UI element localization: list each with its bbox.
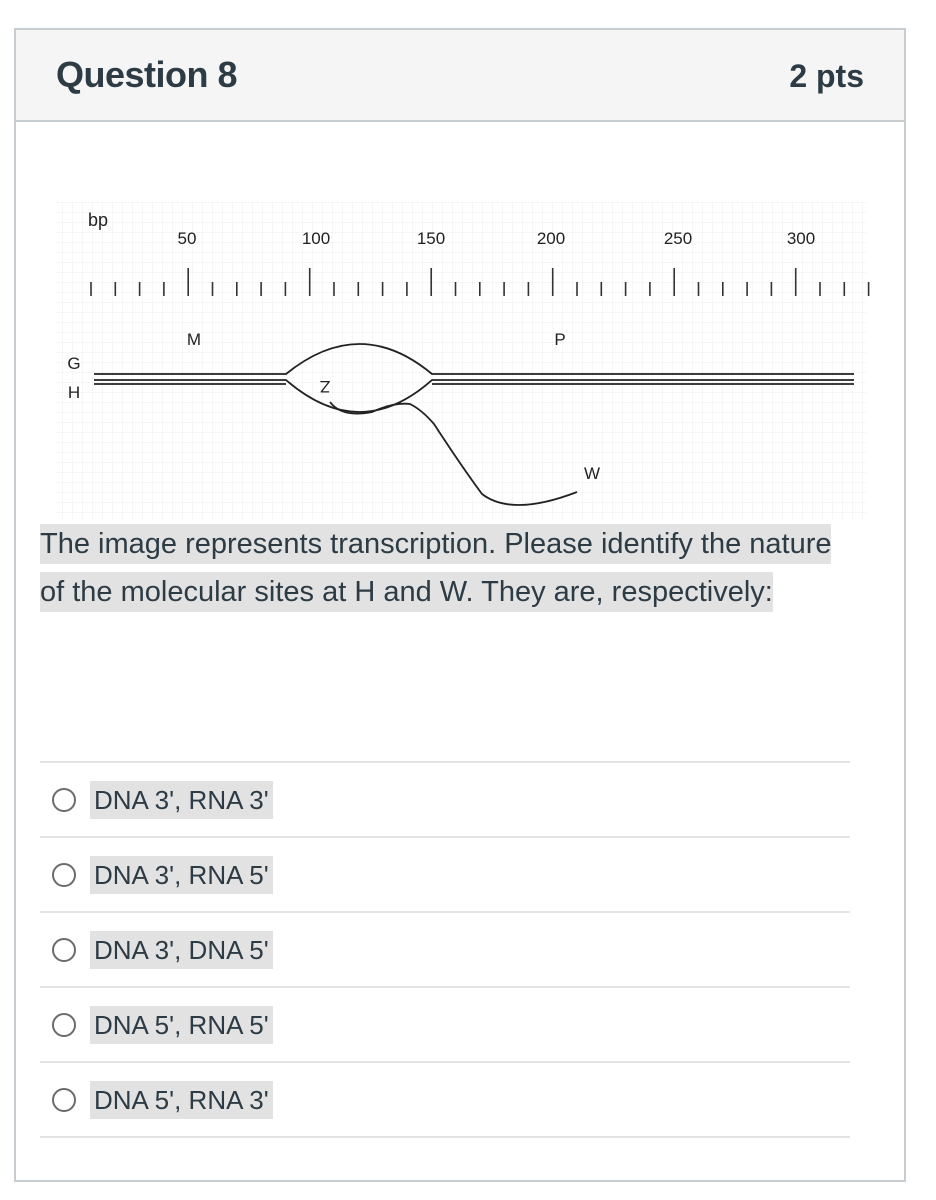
- question-prompt: [40, 520, 840, 616]
- question-prompt-text: The image represents transcription. Please identify the nature of the molecular sites at H and W. They are, respectively:: [40, 524, 831, 612]
- answer-label[interactable]: DNA 3', DNA 5': [90, 931, 273, 969]
- question-title: Question 8: [56, 54, 238, 95]
- tick-label-200: 200: [536, 229, 566, 248]
- tick-label-150: 150: [416, 229, 446, 248]
- answer-label[interactable]: DNA 3', RNA 3': [90, 781, 273, 819]
- site-label-m: M: [186, 330, 202, 349]
- site-label-z: Z: [319, 377, 331, 396]
- radio-button[interactable]: [52, 1013, 76, 1037]
- diagram-grid: [56, 202, 866, 520]
- answer-list: [40, 761, 850, 1138]
- answer-label[interactable]: DNA 5', RNA 3': [90, 1081, 273, 1119]
- answer-label[interactable]: DNA 3', RNA 5': [90, 856, 273, 894]
- answer-option[interactable]: [40, 836, 850, 911]
- radio-button[interactable]: [52, 938, 76, 962]
- radio-button[interactable]: [52, 863, 76, 887]
- radio-button[interactable]: [52, 1088, 76, 1112]
- site-label-g: G: [67, 354, 81, 373]
- answer-option[interactable]: [40, 911, 850, 986]
- question-header: [16, 30, 904, 122]
- site-label-p: P: [554, 330, 566, 349]
- answer-option[interactable]: [40, 986, 850, 1061]
- question-points: 2 pts: [789, 58, 864, 94]
- answer-option[interactable]: [40, 761, 850, 836]
- tick-label-300: 300: [786, 229, 816, 248]
- transcription-diagram: [42, 172, 872, 524]
- tick-label-250: 250: [663, 229, 693, 248]
- radio-button[interactable]: [52, 788, 76, 812]
- site-label-h: H: [67, 383, 81, 402]
- unit-label: bp: [88, 210, 109, 230]
- answer-option[interactable]: [40, 1061, 850, 1138]
- tick-label-100: 100: [301, 229, 331, 248]
- tick-label-50: 50: [177, 229, 197, 248]
- answer-label[interactable]: DNA 5', RNA 5': [90, 1006, 273, 1044]
- site-label-w: W: [583, 464, 601, 483]
